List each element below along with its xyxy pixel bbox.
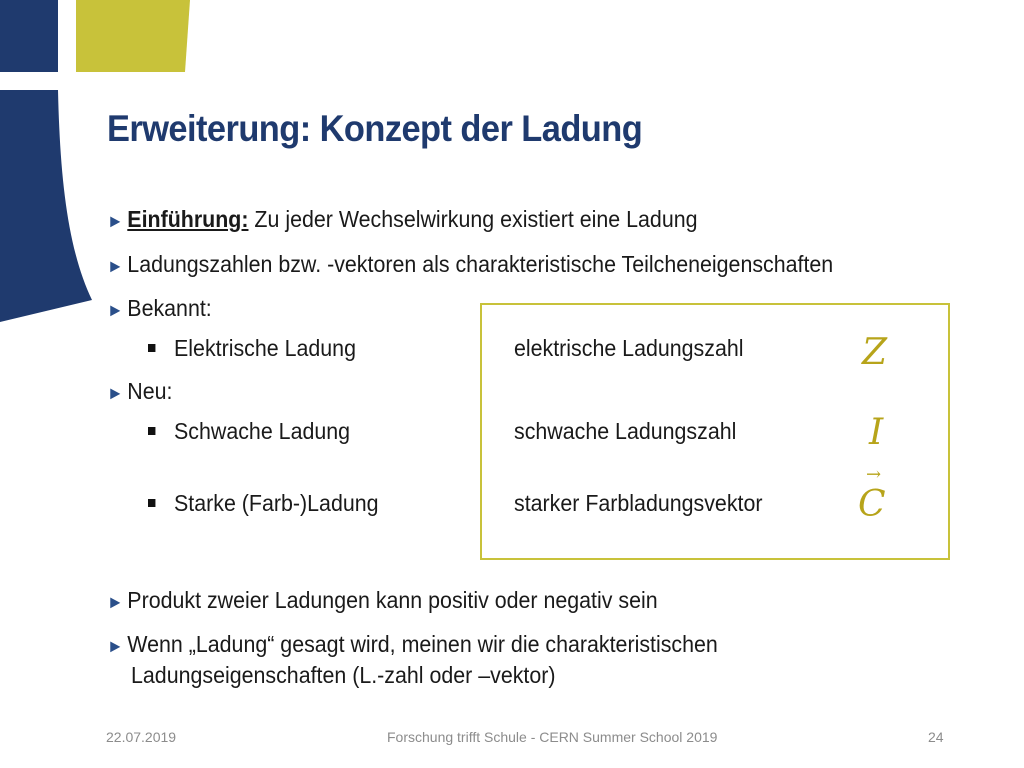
bullet-text: Wenn „Ladung“ gesagt wird, meinen wir die charakteristischen	[127, 631, 718, 657]
bullet-arrow-icon: ►	[107, 211, 124, 231]
symbol-vector-arrow: →	[866, 464, 882, 485]
square-bullet-icon	[148, 344, 155, 352]
footer-page-number: 24	[928, 729, 944, 745]
charge-name: Elektrische Ladung	[174, 335, 356, 361]
sub-bullet-elektrisch	[148, 334, 356, 362]
charge-name: Schwache Ladung	[174, 418, 351, 444]
corner-sweep-navy	[0, 90, 92, 322]
bullet-ladungszahlen	[107, 250, 833, 280]
corner-block-olive	[76, 0, 190, 72]
bullet-wenn	[107, 630, 718, 660]
charge-desc-elektrisch: elektrische Ladungszahl	[514, 335, 744, 361]
sub-bullet-stark	[148, 489, 379, 517]
symbol-c: C	[858, 484, 886, 525]
corner-decoration	[0, 0, 200, 330]
bullet-arrow-icon: ►	[107, 300, 124, 320]
bullet-text: Produkt zweier Ladungen kann positiv oder negativ sein	[127, 587, 658, 613]
bullet-text: Zu jeder Wechselwirkung existiert eine Ladung	[248, 206, 698, 232]
bullet-produkt	[107, 586, 658, 616]
symbol-z: Z	[862, 332, 888, 373]
symbol-i: I	[869, 412, 884, 453]
bullet-wenn-continued: Ladungseigenschaften (L.-zahl oder –vektor)	[131, 662, 556, 688]
bullet-bekannt	[107, 294, 212, 324]
sub-bullet-schwach	[148, 417, 350, 445]
charge-desc-schwach: schwache Ladungszahl	[514, 418, 737, 444]
bullet-text: Ladungszahlen bzw. -vektoren als charakteristische Teilcheneigenschaften	[127, 251, 834, 277]
bullet-arrow-icon: ►	[107, 636, 124, 656]
square-bullet-icon	[148, 499, 155, 507]
corner-block-navy	[0, 0, 58, 72]
bullet-text: Bekannt:	[127, 295, 212, 321]
bullet-arrow-icon: ►	[107, 383, 124, 403]
square-bullet-icon	[148, 427, 155, 435]
slide-title: Erweiterung: Konzept der Ladung	[107, 108, 643, 149]
bullet-strong-label: Einführung:	[127, 206, 249, 232]
footer-date: 22.07.2019	[106, 729, 177, 745]
charge-desc-stark: starker Farbladungsvektor	[514, 490, 763, 516]
bullet-neu	[107, 377, 172, 407]
footer-title: Forschung trifft Schule - CERN Summer School 2019	[387, 729, 718, 745]
charge-name: Starke (Farb-)Ladung	[174, 490, 379, 516]
bullet-arrow-icon: ►	[107, 592, 124, 612]
bullet-arrow-icon: ►	[107, 256, 124, 276]
bullet-text: Neu:	[127, 378, 173, 404]
bullet-einfuehrung	[107, 205, 698, 235]
